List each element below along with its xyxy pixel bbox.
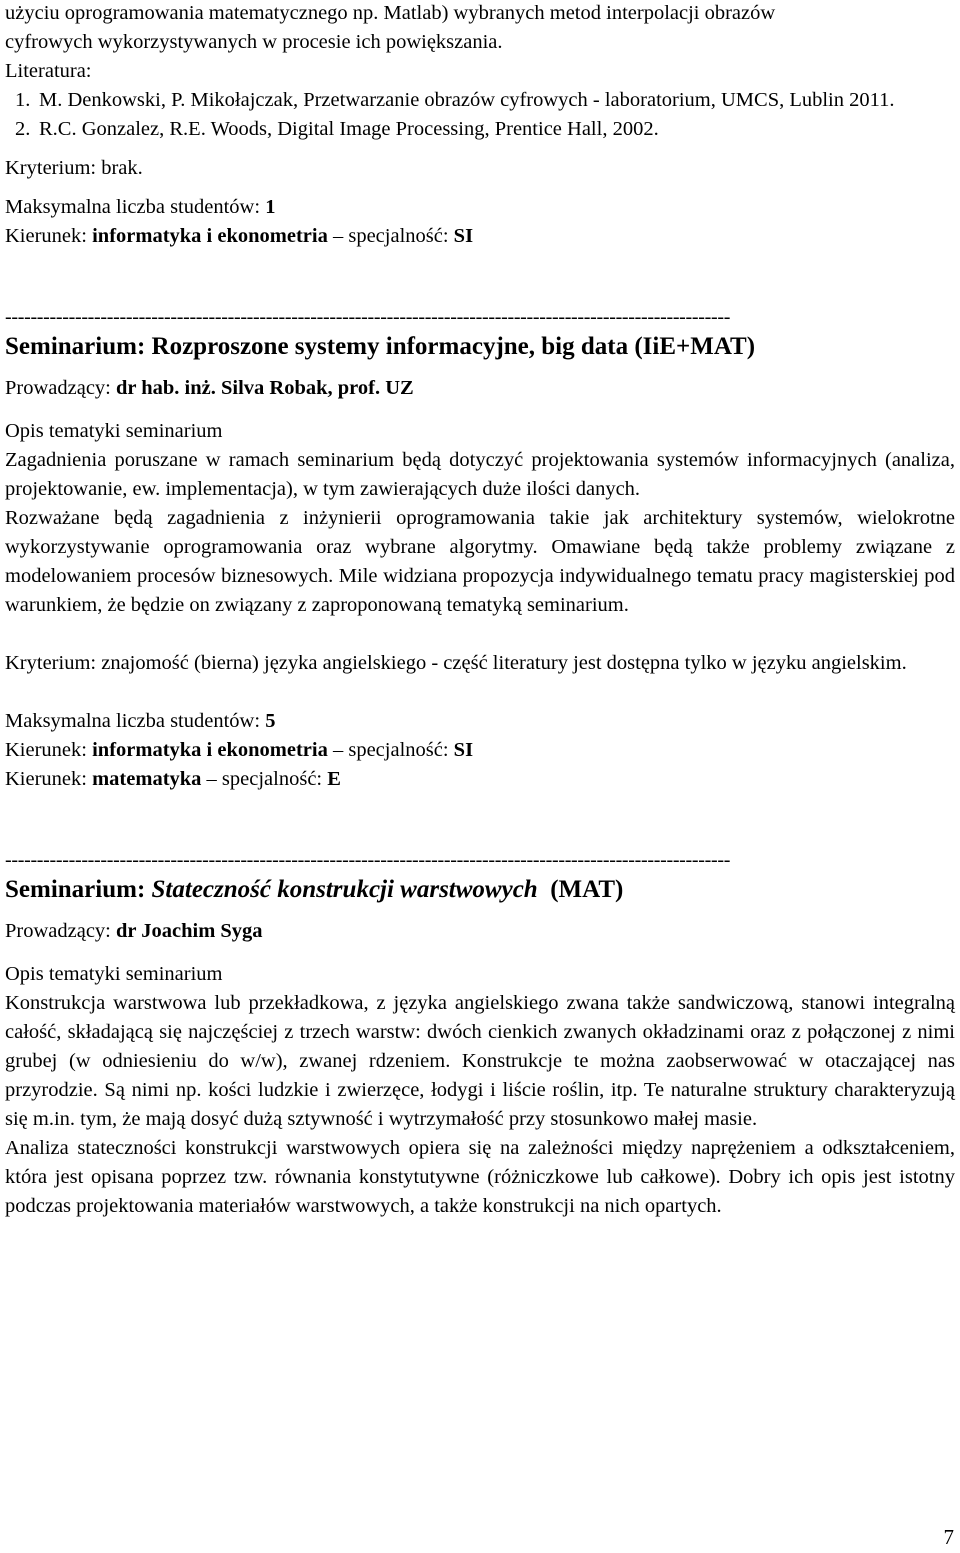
- document-page: [5, 0, 955, 1221]
- lecturer-suffix: UZ: [380, 377, 414, 399]
- seminar-description: Zagadnienia poruszane w ramach seminarium będą dotyczyć projektowania systemów informacyjnych (analiza, projektowanie, ew. implementacja), w tym zawierających duże ilości danych.: [5, 449, 955, 500]
- lecturer-label: Prowadzący:: [5, 920, 116, 942]
- seminar-lecturer: [5, 374, 955, 403]
- specialty-label: – specjalność:: [201, 768, 328, 790]
- specialty-value: SI: [453, 739, 474, 761]
- max-students-value: 5: [265, 710, 276, 732]
- intro-criterion: Kryterium: brak.: [5, 157, 143, 179]
- seminar-title-suffix: (MAT): [537, 876, 624, 903]
- literature-label: Literatura:: [5, 60, 92, 82]
- direction-value: matematyka: [92, 768, 202, 790]
- literature-item: [15, 86, 955, 115]
- literature-item-text: R.C. Gonzalez, R.E. Woods, Digital Image Processing, Prentice Hall, 2002.: [39, 118, 659, 140]
- lecturer-label: Prowadzący:: [5, 377, 116, 399]
- direction-label: Kierunek:: [5, 225, 93, 247]
- seminar-lecturer: [5, 917, 955, 946]
- intro-line-2: cyfrowych wykorzystywanych w procesie ich powiększania.: [5, 31, 503, 53]
- specialty-value: SI: [453, 225, 474, 247]
- intro-direction: [5, 222, 955, 251]
- seminar-criterion: Kryterium: znajomość (bierna) języka angielskiego - część literatury jest dostępna tylko w języku angielskim.: [5, 652, 907, 674]
- seminar-title: Seminarium: Rozproszone systemy informacyjne, big data (IiE+MAT): [5, 333, 756, 360]
- intro-max-students: [5, 193, 955, 222]
- max-students-label: Maksymalna liczba studentów:: [5, 710, 266, 732]
- specialty-value: E: [327, 768, 341, 790]
- direction-label: Kierunek:: [5, 739, 93, 761]
- literature-item-number: 2.: [15, 118, 31, 140]
- literature-item-text: M. Denkowski, P. Mikołajczak, Przetwarzanie obrazów cyfrowych - laboratorium, UMCS, Lublin 2011.: [39, 89, 895, 111]
- direction-value: informatyka i ekonometria: [92, 739, 328, 761]
- specialty-label: – specjalność:: [327, 739, 454, 761]
- section-separator: ------------------------------------------------------------------------------------------------------------------: [5, 849, 731, 871]
- intro-line-1: użyciu oprogramowania matematycznego np. Matlab) wybranych metod interpolacji obrazów: [5, 2, 776, 24]
- seminar-title-prefix: Seminarium:: [5, 876, 152, 903]
- literature-item-number: 1.: [15, 89, 31, 111]
- seminar-title: [5, 873, 955, 907]
- seminar-max-students: [5, 707, 955, 736]
- seminar-description: Analiza stateczności konstrukcji warstwowych opiera się na zależności między naprężeniem a odkształceniem, która jest opisana poprzez tzw. równania konstytutywne (różniczkowe lub całkowe). Dobry ich opis jest istotny podczas projektowania materiałów warstwowych, a także konstrukcji na nich opartych.: [5, 1137, 955, 1217]
- specialty-label: – specjalność:: [327, 225, 454, 247]
- direction-value: informatyka i ekonometria: [92, 225, 328, 247]
- page-number: 7: [943, 1525, 954, 1549]
- seminar-direction: [5, 765, 955, 794]
- topic-label: Opis tematyki seminarium: [5, 963, 223, 985]
- seminar-description: Konstrukcja warstwowa lub przekładkowa, z języka angielskiego zwana także sandwiczową, stanowi integralną całość, składającą się najczęściej z trzech warstw: dwóch cienkich zwanych okładzinami oraz z połączonej z nimi grubej (w odniesieniu do w/w), zwanej rdzeniem. Konstrukcje te można zaobserwować w otaczającej nas przyrodzie. Są nimi np. kości ludzkie i zwierzęce, łodygi i liście roślin, itp. Te naturalne struktury charakteryzują się m.in. tym, że mają dosyć dużą sztywność i wytrzymałość przy stosunkowo małej masie.: [5, 992, 955, 1130]
- max-students-value: 1: [265, 196, 276, 218]
- section-separator: ------------------------------------------------------------------------------------------------------------------: [5, 306, 731, 328]
- direction-label: Kierunek:: [5, 768, 93, 790]
- seminar-description: Rozważane będą zagadnienia z inżynierii oprogramowania takie jak architektury systemów, wielokrotne wykorzystywanie oprogramowania oraz wybrane algorytmy. Omawiane będą także problemy związane z modelowaniem procesów biznesowych. Mile widziana propozycja indywidualnego tematu pracy magisterskiej pod warunkiem, że będzie on związany z zaproponowaną tematyką seminarium.: [5, 507, 955, 616]
- seminar-direction: [5, 736, 955, 765]
- lecturer-name: dr hab. inż. Silva Robak, prof.: [116, 377, 381, 399]
- max-students-label: Maksymalna liczba studentów:: [5, 196, 266, 218]
- seminar-title-topic: Stateczność konstrukcji warstwowych: [151, 876, 538, 903]
- literature-list: [5, 86, 955, 144]
- topic-label: Opis tematyki seminarium: [5, 420, 223, 442]
- literature-item: [15, 115, 955, 144]
- lecturer-name: dr Joachim Syga: [116, 920, 263, 942]
